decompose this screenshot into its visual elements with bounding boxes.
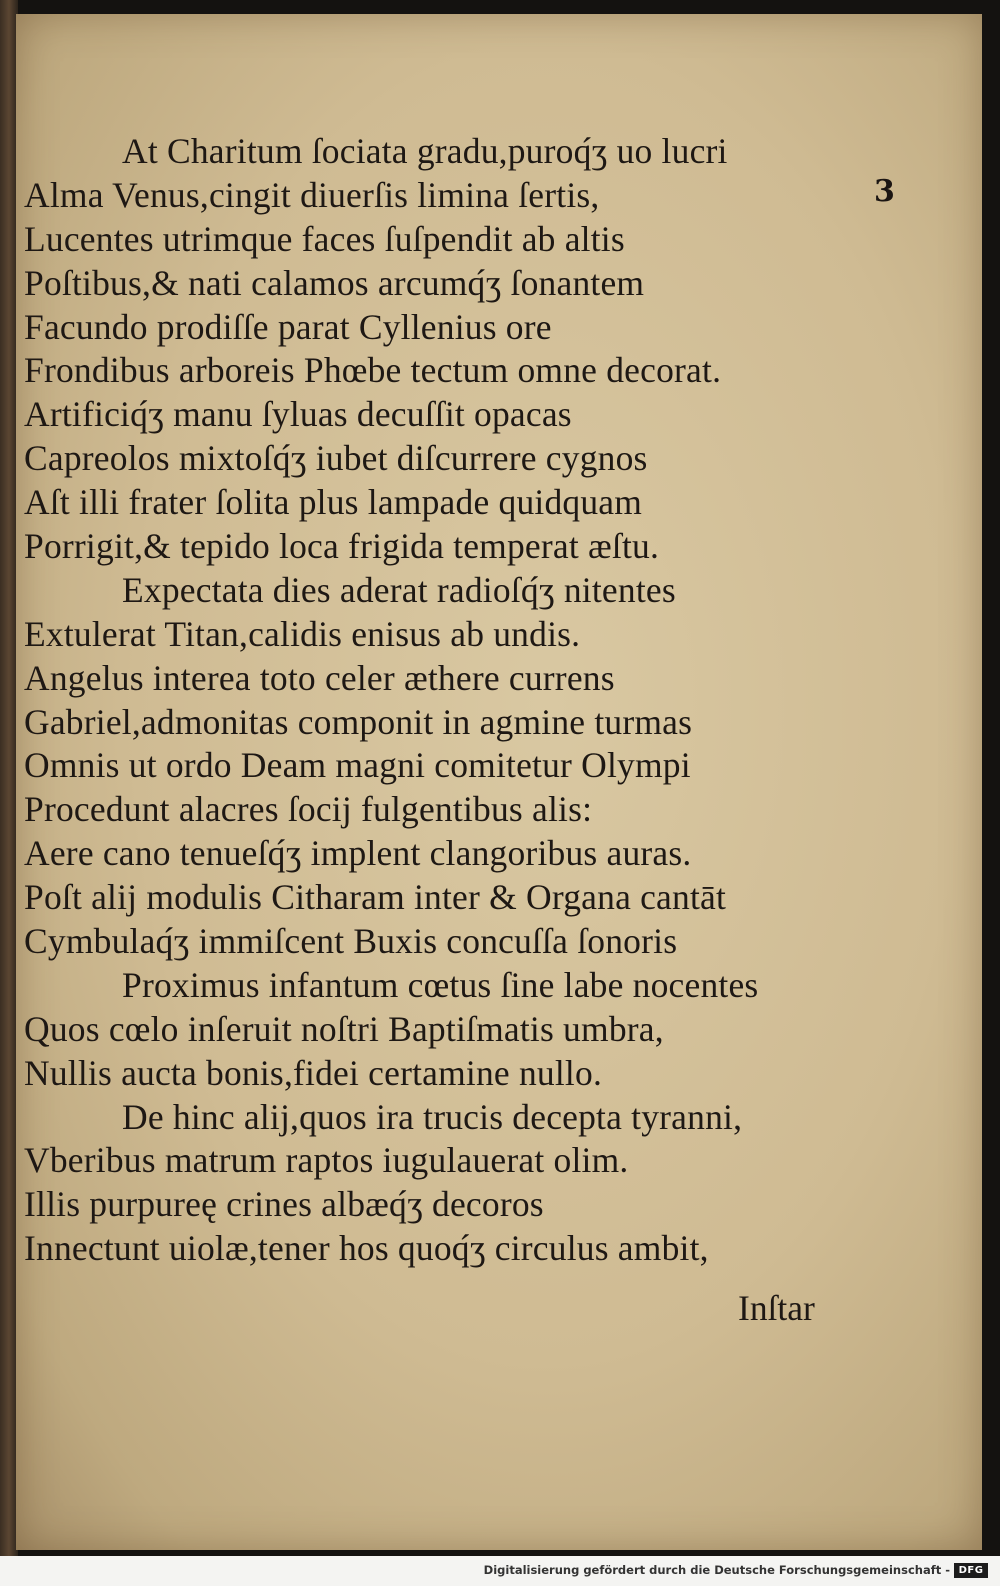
leaf-number: 3: [874, 174, 895, 209]
verse-line: Extulerat Titan,calidis enisus ab undis.: [24, 613, 581, 654]
verse-line: Aere cano tenueſq́ʒ implent clangoribus auras.: [24, 833, 692, 874]
verse-line: Frondibus arboreis Phœbe tectum omne decorat.: [24, 350, 722, 391]
verse-line: Cymbulaq́ʒ immiſcent Buxis concuſſa ſonoris: [24, 921, 678, 962]
verse-line: Gabriel,admonitas componit in agmine turmas: [24, 701, 693, 742]
verse-text: [24, 130, 924, 1271]
verse-line: At Charitum ſociata gradu,puroq́ʒ uo lucri: [122, 131, 728, 171]
verse-line: Quos cœlo inſeruit noſtri Baptiſmatis umbra,: [24, 1008, 664, 1049]
verse-line: Angelus interea toto celer æthere currens: [24, 657, 615, 698]
verse-line: Expectata dies aderat radioſq́ʒ nitentes: [122, 569, 676, 610]
verse-line: Nullis aucta bonis,fidei certamine nullo.: [24, 1052, 603, 1093]
verse-line: Procedunt alacres ſocij fulgentibus alis:: [24, 789, 593, 830]
verse-line: Artificiq́ʒ manu ſyluas decuſſit opacas: [24, 394, 572, 435]
verse-line: Vberibus matrum raptos iugulauerat olim.: [24, 1140, 629, 1181]
verse-line: Aſt illi frater ſolita plus lampade quidquam: [24, 482, 643, 523]
verse-line: Porrigit,& tepido loca frigida temperat æſtu.: [24, 526, 660, 567]
digitization-credit: Digitalisierung gefördert durch die Deutsche Forschungsgemeinschaft -: [483, 1563, 950, 1577]
verse-line: Alma Venus,cingit diuerſis limina ſertis,: [24, 174, 600, 215]
verse-line: Capreolos mixtoſq́ʒ iubet diſcurrere cygnos: [24, 438, 648, 479]
verse-line: Innectunt uiolæ,tener hos quoq́ʒ circulus ambit,: [24, 1228, 709, 1269]
verse-line: De hinc alij,quos ira trucis decepta tyranni,: [122, 1096, 743, 1137]
verse-line: Proximus infantum cœtus ſine labe nocentes: [122, 964, 759, 1005]
book-page: [16, 14, 982, 1550]
verse-line: Lucentes utrimque faces ſuſpendit ab altis: [24, 218, 625, 259]
verse-line: Poſt alij modulis Citharam inter & Organa cantāt: [24, 877, 727, 918]
verse-line: Facundo prodiſſe parat Cyllenius ore: [24, 306, 552, 347]
verse-line: Poſtibus,& nati calamos arcumq́ʒ ſonantem: [24, 262, 645, 303]
verse-line: Omnis ut ordo Deam magni comitetur Olympi: [24, 745, 691, 786]
dfg-logo-icon: DFG: [954, 1563, 988, 1578]
footer-bar: [0, 1556, 1000, 1586]
catchword: Inſtar: [738, 1288, 815, 1328]
verse-line: Illis purpureę crines albæq́ʒ decoros: [24, 1184, 544, 1225]
